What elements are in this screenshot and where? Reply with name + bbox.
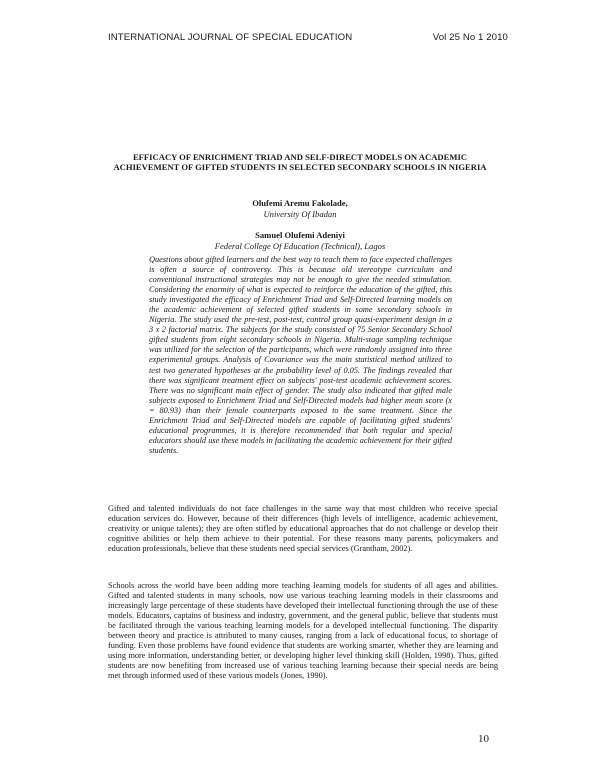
volume-info: Vol 25 No 1 2010: [432, 32, 508, 43]
author-1: [100, 198, 500, 219]
author-1-name: Olufemi Aremu Fakolade,: [252, 198, 348, 208]
author-2: [100, 230, 500, 251]
author-2-affiliation: Federal College Of Education (Technical), Lagos: [214, 240, 386, 251]
body-paragraph-2: Schools across the world have been adding more teaching learning models for students of all ages and abilities. Gifted and talented students in many schools, now use various teaching learning models in their classrooms and increasingly large percentage of these students have developed their intellectual functioning through the use of these models. Educators, captains of business and industry, government, and the general public, believe that students must be facilitated through the various teaching learning models for a developed intellectual functioning. The disparity between theory and practice is attributed to many causes, ranging from a lack of educational focus, to shortage of funding. Even those problems have found evidence that students are working smarter, whether they are learning and using more information, understanding better, or developing higher level thinking skill (Holden, 1998). Thus, gifted students are now benefiting from increased use of various teaching learning because their special needs are being met through informed used of these various models (Jones, 1990).: [108, 581, 498, 681]
page-number: 10: [478, 733, 489, 745]
author-2-name: Samuel Olufemi Adeniyi: [255, 230, 345, 241]
abstract: Questions about gifted learners and the best way to teach them to face expected challenges is often a source of controversy. This is because old stereotype curriculum and conventional instructional strategies may not be enough to give the needed stimulation. Considering the enormity of what is expected to reinforce the education of the gifted, this study investigated the efficacy of Enrichment Triad and Self-Directed learning models on the academic achievement of selected gifted students in some secondary schools in Nigeria. The study used the pre-test, post-test, control group quasi-experiment design in a 3 x 2 factorial matrix. The subjects for the study consisted of 75 Senior Secondary School gifted students from eight secondary schools in Nigeria. Multi-stage sampling technique was utilized for the selection of the participants, which were randomly assigned into three experimental groups. Analysis of Covariance was the main statistical method utilized to test two generated hypotheses at the probability level of 0.05. The findings revealed that there was significant treatment effect on subjects' post-test academic achievement scores. There was no significant main effect of gender. The study also indicated that gifted male subjects exposed to Enrichment Triad and Self-Directed models had higher mean score (x = 80.93) than their female counterparts exposed to the same treatment. Since the Enrichment Triad and Self-Directed models are capable of facilitating gifted students' educational programmes, it is therefore recommended that both regular and special educators should use these models in facilitating the academic achievement for their gifted students.: [149, 255, 452, 455]
paper-title: EFFICACY OF ENRICHMENT TRIAD AND SELF-DIRECT MODELS ON ACADEMIC ACHIEVEMENT OF GIFTED STUDENTS IN SELECTED SECONDARY SCHOOLS IN NIGERIA: [113, 152, 487, 173]
body-paragraph-1: Gifted and talented individuals do not face challenges in the same way that most children who receive special education services do. However, because of their differences (high levels of intelligence, academic achievement, creativity or unique talents); they are often stifled by educational approaches that do not challenge or develop their cognitive abilities or help them achieve to their potential. For these reasons many parents, policymakers and education professionals, believe that these students need special services (Grantham, 2002).: [108, 504, 498, 554]
authors-block: [100, 198, 500, 251]
author-1-affiliation: University Of Ibadan: [263, 208, 337, 219]
running-header: [108, 32, 508, 43]
journal-name: INTERNATIONAL JOURNAL OF SPECIAL EDUCATION: [108, 32, 353, 43]
